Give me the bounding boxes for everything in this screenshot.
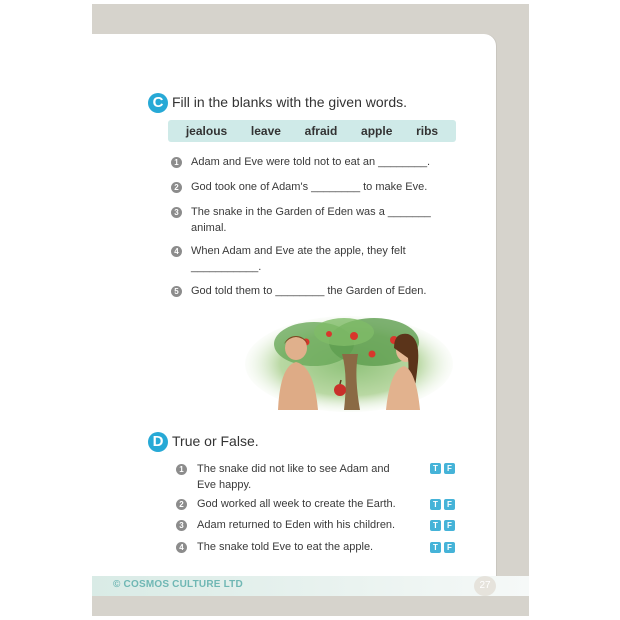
true-false-question	[197, 517, 395, 533]
question-number: 3	[171, 207, 182, 218]
fill-blank-question	[191, 243, 406, 275]
true-false-question	[197, 496, 396, 512]
adam-eve-illustration	[244, 314, 454, 414]
true-false-question	[197, 539, 373, 555]
question-number: 3	[176, 520, 187, 531]
section-d-badge: D	[148, 432, 168, 452]
question-line: The snake told Eve to eat the apple.	[197, 541, 374, 553]
word-bank-item: afraid	[304, 124, 338, 138]
word-bank-item: apple	[361, 124, 393, 138]
true-option[interactable]: T	[430, 463, 441, 474]
word-bank-item: ribs	[416, 124, 439, 138]
fill-blank-question	[191, 179, 427, 195]
question-number: 5	[171, 286, 182, 297]
question-line: The snake in the Garden of Eden was a _______	[191, 206, 431, 218]
fill-blank-question	[191, 204, 431, 236]
word-bank-item: leave	[250, 124, 281, 138]
question-line: animal.	[191, 222, 227, 234]
true-false-choice	[430, 542, 455, 553]
question-number: 2	[171, 182, 182, 193]
section-d-title: True or False.	[172, 433, 259, 449]
section-c-badge: C	[148, 93, 168, 113]
question-line: God took one of Adam's ________ to make Eve.	[191, 181, 428, 193]
page-number: 27	[474, 576, 496, 596]
word-bank-item: jealous	[185, 124, 228, 138]
true-option[interactable]: T	[430, 520, 441, 531]
question-line: Adam and Eve were told not to eat an ________.	[191, 156, 431, 168]
true-false-question	[197, 461, 390, 493]
true-false-choice	[430, 499, 455, 510]
fill-blank-question	[191, 283, 426, 299]
question-line: God told them to ________ the Garden of Eden.	[191, 285, 427, 297]
question-number: 4	[171, 246, 182, 257]
question-line: God worked all week to create the Earth.	[197, 498, 396, 510]
word-bank	[168, 120, 456, 142]
false-option[interactable]: F	[444, 463, 455, 474]
true-false-choice	[430, 463, 455, 474]
true-option[interactable]: T	[430, 499, 441, 510]
question-line: Eve happy.	[197, 479, 252, 491]
false-option[interactable]: F	[444, 499, 455, 510]
question-number: 1	[171, 157, 182, 168]
section-c-title: Fill in the blanks with the given words.	[172, 94, 407, 110]
question-line: ___________.	[191, 261, 262, 273]
question-number: 4	[176, 542, 187, 553]
fill-blank-question	[191, 154, 430, 170]
false-option[interactable]: F	[444, 542, 455, 553]
true-false-choice	[430, 520, 455, 531]
false-option[interactable]: F	[444, 520, 455, 531]
copyright-text: © COSMOS CULTURE LTD	[113, 579, 243, 590]
true-option[interactable]: T	[430, 542, 441, 553]
question-line: When Adam and Eve ate the apple, they felt	[191, 245, 406, 257]
question-line: The snake did not like to see Adam and	[197, 463, 390, 475]
question-number: 1	[176, 464, 187, 475]
question-number: 2	[176, 499, 187, 510]
question-line: Adam returned to Eden with his children.	[197, 519, 396, 531]
workbook-page	[92, 34, 496, 576]
